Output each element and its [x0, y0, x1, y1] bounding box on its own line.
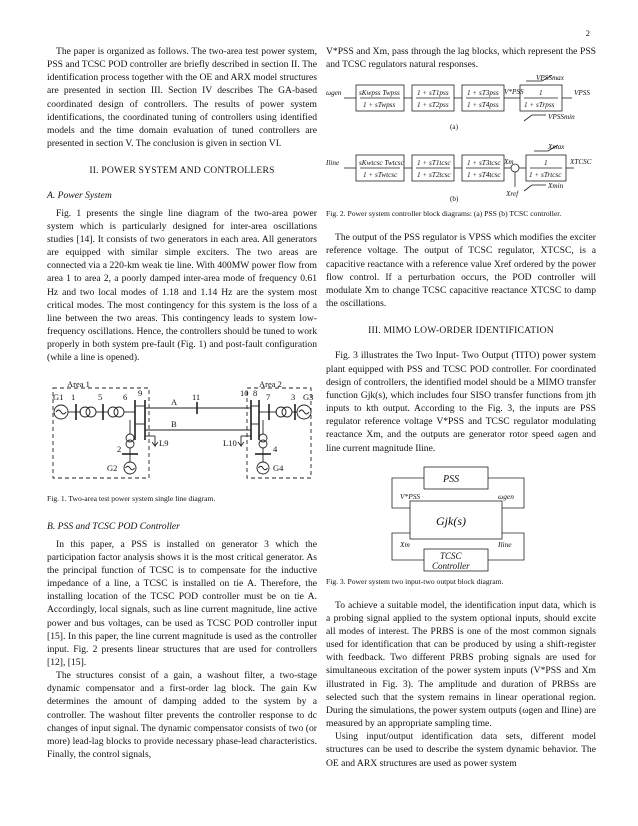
tcsc-output-label: XTCSC — [570, 158, 592, 167]
pss-paragraph-2: The structures consist of a gain, a washout filter, a two-stage dynamic compensator and a first-order lag block. The gain Kw determines the amount of damping added to the system by a controller. The washout filter prevents the controller response to dc changes of input signal. The dynamic compensator consists of two (or more) lead-lag blocks to provide necessary phase-lead characteristics. Finally, the control signals, — [47, 670, 317, 761]
bus-label: 3 — [291, 392, 296, 403]
pss-lead1-den: 1 + sT2pss — [417, 101, 449, 110]
bus-label: 8 — [253, 388, 258, 399]
pss-mid-signal: V*PSS — [504, 88, 524, 97]
tcsc-lead1-den: 1 + sT2tcsc — [417, 171, 451, 180]
pss-output-label: VPSS — [574, 89, 590, 98]
bus-label: 9 — [138, 388, 143, 399]
tcsc-mid-signal: Xm — [504, 158, 514, 167]
fig2-block-diagrams — [326, 75, 596, 205]
pss-lead1-num: 1 + sT1pss — [417, 89, 449, 98]
area1-label: Area 1 — [67, 379, 90, 390]
pss-washout-den: 1 + sTwpss — [363, 101, 396, 110]
pss-lag-den: 1 + sTrpss — [524, 101, 555, 110]
pss-input-label: ωgen — [326, 89, 342, 98]
pss-vmax-label: VPSSmax — [536, 75, 564, 83]
page-number: 2 — [585, 28, 590, 38]
pss-vmin-label: VPSSmin — [548, 113, 575, 122]
tcsc-lead2-num: 1 + sT3tcsc — [467, 159, 501, 168]
right-column — [326, 45, 596, 770]
fig1-caption: Fig. 1. Two-area test power system single line diagram. — [47, 494, 216, 504]
node4-label: 4 — [273, 444, 278, 455]
continuation-paragraph: V*PSS and Xm, pass through the lag blocks, which represent the PSS and TCSC regulators natural responses. — [326, 46, 596, 71]
g2-label: G2 — [107, 463, 118, 474]
fig2b-label: (b) — [450, 195, 459, 204]
fig1-single-line-diagram — [47, 378, 317, 490]
fig3-input-xm: Xm — [400, 539, 410, 549]
tcsc-xmax-label: Xmax — [548, 143, 565, 152]
fig3-caption: Fig. 3. Power system two input-two output block diagram. — [326, 576, 504, 586]
node2-label: 2 — [117, 444, 122, 455]
power-system-paragraph: Fig. 1 presents the single line diagram of the two-area power system which is particularly designed for inter-area oscillations studies [14]. It consists of two generators in each area. All generators are equipped with similar simple exciters. The two areas are connected via a 220-km weak tie line. With 400MW power flow from area 1 to area 2, a poorly damped inter-area mode of frequency 0.61 Hz and two local modes of 1.18 and 1.14 Hz are the system most critical modes. The most contingency for this system is the loss of a line between the two areas. This contingency leads to system low-frequency oscillations. Hence, the controllers should be tuned to work properly in both system pre-fault (Fig. 1) and post-fault configuration (while a line is opened). — [47, 207, 317, 364]
load10-label: L10 — [223, 438, 237, 449]
bus-label: 11 — [192, 392, 201, 403]
tcsc-lag-num: 1 — [544, 159, 548, 168]
g1-label: G1 — [53, 392, 64, 403]
bus-label: 5 — [98, 392, 103, 403]
section2-heading: II. POWER SYSTEM AND CONTROLLERS — [89, 165, 275, 177]
tcsc-lead1-num: 1 + sT1tcsc — [417, 159, 451, 168]
load9-label: L9 — [159, 438, 169, 449]
bus-label: 10 — [240, 388, 249, 399]
bus-label: 1 — [71, 392, 76, 403]
tie-a-label: A — [171, 397, 178, 408]
tcsc-washout-num: sKwtcsc Twtcsc — [359, 159, 404, 168]
tie-b-label: B — [171, 419, 177, 430]
plant-block-label: Gjk(s) — [436, 513, 466, 528]
fig3-tito-diagram — [326, 463, 596, 573]
bus-label: 6 — [123, 392, 128, 403]
pss-paragraph-1: In this paper, a PSS is installed on generator 3 which the participation factor analysis shows it is the most critical generator. As the principal function of TCSC is to compensate for the inductive impedance of a line, a TCSC is installed on tie A. Therefore, the installing location of the TCSC POD controller must be on tie A. Accordingly, local signals, such as line current magnitude, line active power and bus voltages, can be used as TCSC POD controller input [15]. In this paper, the line current magnitude is used as the controller input. Fig. 2 presents linear structures that are used for controllers [12], [15]. — [47, 538, 317, 668]
fig3-output-wgen: ωgen — [498, 491, 514, 501]
identification-paragraph-2: Using input/output identification data sets, different model structures can be used to describe the system dynamic behavior. The OE and ARX structures are used as power system — [326, 731, 596, 769]
bus-label: 7 — [266, 392, 271, 403]
subsection-a-heading: A. Power System — [47, 190, 112, 202]
tcsc-input-label: Iline — [326, 159, 340, 168]
output-paragraph: The output of the PSS regulator is VPSS which modifies the exciter reference voltage. The output of TCSC regulator, XTCSC, is a capacitive reactance with a reference value Xref ordered by the power flow control. If a perturbation occurs, the POD controller will modulate Xm to change TCSC capacitive reactance XTCSC to damp the oscillations. — [326, 232, 596, 310]
figure-2 — [326, 75, 596, 205]
tcsc-block-label-2: Controller — [432, 560, 470, 571]
tcsc-washout-den: 1 + sTwtcsc — [363, 171, 398, 180]
pss-lead2-den: 1 + sT4pss — [467, 101, 499, 110]
fig3-input-vpss: V*PSS — [400, 491, 421, 501]
mimo-paragraph: Fig. 3 illustrates the Two Input- Two Output (TITO) power system plant equipped with PSS and TCSC POD controller. For coordinated design of controllers, the identified model should be a MIMO transfer function Gjk(s), which includes four SISO transfer functions from jth inputs to kth output. According to the Fig. 3, the inputs are PSS regulator reference voltage V*PSS and TCSC regulator modulating reactance Xm, and the outputs are generator rotor speed ωgen and line current magnitude Iline. — [326, 350, 596, 454]
figure-3 — [326, 463, 596, 573]
section3-heading: III. MIMO LOW-ORDER IDENTIFICATION — [368, 325, 554, 337]
fig3-output-iline: Iline — [498, 539, 512, 549]
left-column — [47, 45, 317, 761]
figure-1 — [47, 378, 317, 490]
fig2a-label: (a) — [450, 123, 458, 132]
g3-label: G3 — [303, 392, 314, 403]
tcsc-block-label-1: TCSC — [440, 550, 462, 561]
subsection-b-heading: B. PSS and TCSC POD Controller — [47, 521, 180, 533]
fig2-caption: Fig. 2. Power system controller block diagrams: (a) PSS (b) TCSC controller. — [326, 209, 562, 219]
intro-paragraph: The paper is organized as follows. The two-area test power system, PSS and TCSC POD controller are briefly described in section II. The identification process together with the OE and ARX model structures are presented in section III. Section IV describes The GA-based coordinated design of controllers. The results of power system identifications, the coordinated tuning of controllers using identified models and the time domain evaluation of tuned controllers are presented in section V. The conclusion is given in section VI. — [47, 46, 317, 150]
g4-label: G4 — [273, 463, 284, 474]
tcsc-lag-den: 1 + sTrtcsc — [529, 171, 562, 180]
pss-washout-num: sKwpss Twpss — [359, 89, 400, 98]
identification-paragraph-1: To achieve a suitable model, the identification input data, which is a probing signal applied to the system optional inputs, should excite all modes of interest. The PRBS is one of the most common signals used for identification that can be produced by using a shift-register with feedback. Two different PRBS probing signals are used for simultaneous excitation of the power system inputs (V*PSS and Xm illustrated in Fig. 3). The amplitude and duration of PRBSs are selected such that the system remains in linear operational region. During the simulations, the power system outputs (ωgen and Iline) are measured by an appropriate sampling time. — [326, 599, 596, 730]
tcsc-xmin-label: Xmin — [548, 182, 564, 191]
pss-lag-num: 1 — [539, 89, 543, 98]
area2-label: Area 2 — [259, 379, 282, 390]
pss-lead2-num: 1 + sT3pss — [467, 89, 499, 98]
tcsc-xref-label: Xref — [506, 190, 519, 199]
pss-block-label: PSS — [443, 473, 460, 485]
tcsc-lead2-den: 1 + sT4tcsc — [467, 171, 501, 180]
